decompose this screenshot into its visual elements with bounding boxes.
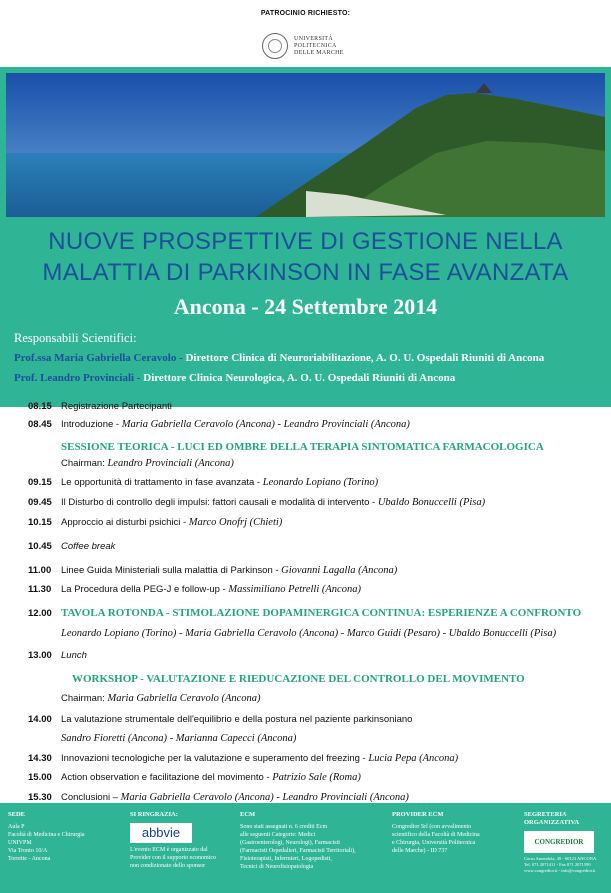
session-title-2: WORKSHOP - VALUTAZIONE E RIEDUCAZIONE DEL CONTROLLO DEL MOVIMENTO xyxy=(72,673,525,685)
footer-segreteria: SEGRETERIA ORGANIZZATIVA CONGREDIOR Corso Amendola, 49 - 60123 ANCONA Tel. 071 2071411 - Fax 071 2071599 www.congredior.it - info@congredior.it xyxy=(524,811,597,873)
session-title-1: SESSIONE TEORICA - LUCI ED OMBRE DELLA TERAPIA SINTOMATICA FARMACOLOGICA xyxy=(61,441,544,453)
university-logo xyxy=(262,30,352,62)
program: 08.15 Registrazione Partecipanti 08.45 Introduzione - Maria Gabriella Ceravolo (Ancona) - Leandro Provinciali (Ancona) SESSIONE TEORICA - LUCI ED OMBRE DELLA TERAPIA SINTOMATICA FARMACOLOGICA Chairman: Leandro Provinciali (Ancona) 09.15 Le opportunità di trattamento in fase avanzata - Leonardo Lopiano (Torino) 09.45 Il Disturbo di controllo degli impulsi: fattori causali e modalità di intervento - Ubaldo Bonuccelli (Pisa) 10.15 Approccio ai disturbi psichici - Marco Onofrj (Chieti) 10.45 Coffee break 11.00 Linee Guida Ministeriali sulla malattia di Parkinson - Giovanni Lagalla (Ancona) 11.30 La Procedura della PEG-J e follow-up - Massimiliano Petrelli (Ancona) 12.00 TAVOLA ROTONDA - STIMOLAZIONE DOPAMINERGICA CONTINUA: ESPERIENZE A CONFRONTO Leonardo Lopiano (Torino) - Maria Gabriella Ceravolo (Ancona) - Marco Guidi (Pesaro) - Ubaldo Bonuccelli (Pisa) 13.00 Lunch WORKSHOP - VALUTAZIONE E RIEDUCAZIONE DEL CONTROLLO DEL MOVIMENTO Chairman: Maria Gabriella Ceravolo (Ancona) 14.00 La valutazione strumentale dell'equilibrio e della postura nel paziente parkinsoniano Sandro Fioretti (Ancona) - Marianna Capecci (Ancona) 14.30 Innovazioni tecnologiche per la valutazione e superamento del freezing - Lucia Pepa (Ancona) 15.00 Action observation e facilitazione del movimento - Patrizio Sale (Roma) 15.30 Conclusioni – Maria Gabriella Ceravolo (Ancona) - Leandro Provinciali (Ancona) xyxy=(28,401,582,803)
responsabili-heading: Responsabili Scientifici: xyxy=(14,331,137,345)
footer xyxy=(0,803,611,893)
responsabile-2: Prof. Leandro Provinciali - Direttore Clinica Neurologica, A. O. U. Ospedali Riuniti di Ancona xyxy=(14,372,456,384)
title-line-1: NUOVE PROSPETTIVE DI GESTIONE NELLA xyxy=(48,228,563,255)
round-table-title: TAVOLA ROTONDA - STIMOLAZIONE DOPAMINERGICA CONTINUA: ESPERIENZE A CONFRONTO xyxy=(61,607,582,619)
footer-ecm: ECM Sono stati assegnati n. 6 crediti Ecm alle seguenti Categorie: Medici (Gastroenterologi, Neurologi), Farmacisti (Farmacisti Ospedalieri, Farmacisti Territoriali), Fisioterapisti, Infermieri, Logopedisti, Tecnici di Neurofisiopatologia xyxy=(240,811,356,870)
coastline-photo xyxy=(6,73,605,217)
university-name: UNIVERSITÀ POLITECNICA DELLE MARCHE xyxy=(294,35,344,56)
event-date: Ancona - 24 Settembre 2014 xyxy=(173,294,438,319)
abbvie-logo: abbvie xyxy=(130,823,192,843)
patronage-label: PATROCINIO RICHIESTO: xyxy=(260,10,351,17)
university-seal-icon xyxy=(262,33,288,59)
title-line-2: MALATTIA DI PARKINSON IN FASE AVANZATA xyxy=(42,259,569,286)
footer-ringrazia: SI RINGRAZIA: abbvie L'evento ECM è organizzato dal Provider con il supporto economico non condizionato dello sponsor xyxy=(130,811,216,869)
congredior-logo: CONGREDIOR xyxy=(524,831,594,853)
footer-provider: PROVIDER ECM Congredior Srl (con avvalimento scientifico della Facoltà di Medicina e Chirurgia, Università Politecnica delle Marche) - ID 737 xyxy=(392,811,480,854)
responsabile-1: Prof.ssa Maria Gabriella Ceravolo - Direttore Clinica di Neuroriabilitazione, A. O. U. Ospedali Riuniti di Ancona xyxy=(14,352,545,364)
footer-sede: SEDE Aula P Facoltà di Medicina e Chirurgia UNIVPM Via Tronto 10/A Torrette - Ancona xyxy=(8,811,85,862)
